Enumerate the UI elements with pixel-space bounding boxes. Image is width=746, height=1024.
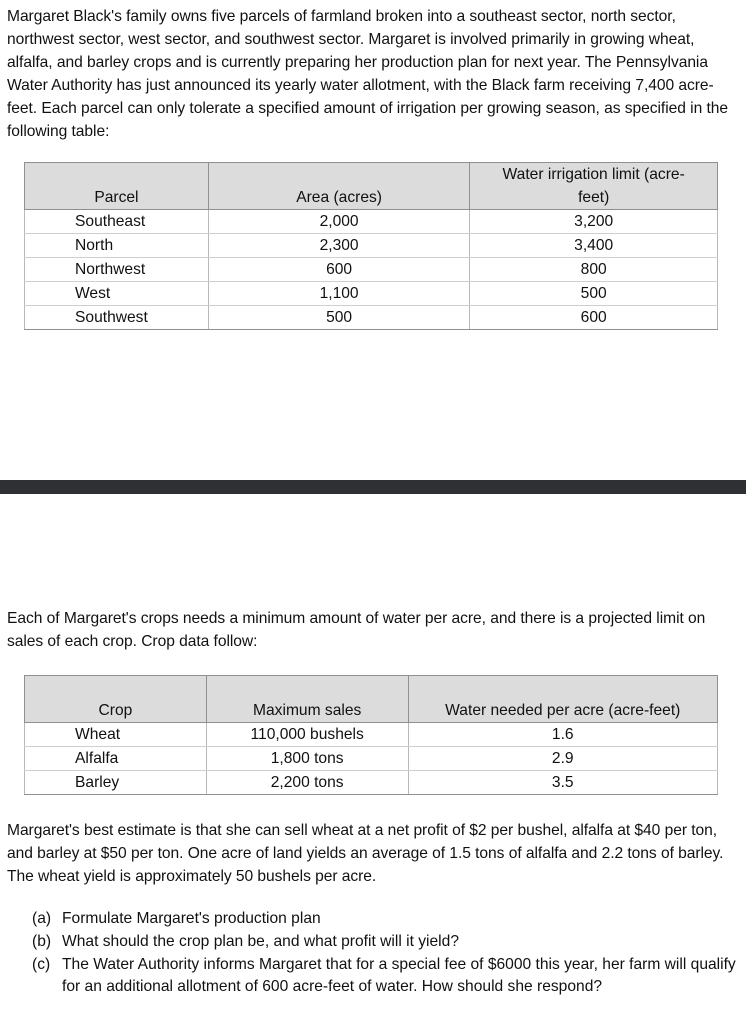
parcel-name: North bbox=[25, 234, 209, 258]
question-item bbox=[32, 954, 738, 998]
page-divider bbox=[0, 480, 746, 494]
table-row bbox=[25, 258, 718, 282]
table-row bbox=[25, 234, 718, 258]
question-item bbox=[32, 908, 738, 930]
question-text: Formulate Margaret's production plan bbox=[62, 910, 321, 927]
crop-header-crop: Crop bbox=[25, 676, 207, 723]
question-text: What should the crop plan be, and what profit will it yield? bbox=[62, 933, 459, 950]
parcel-table bbox=[24, 162, 718, 330]
crop-table-header-row bbox=[25, 676, 718, 723]
parcel-area: 2,300 bbox=[208, 234, 469, 258]
question-label: (c) bbox=[32, 956, 51, 973]
parcel-name: West bbox=[25, 282, 209, 306]
question-label: (b) bbox=[32, 933, 52, 950]
question-list bbox=[32, 908, 738, 999]
crop-water-needed: 2.9 bbox=[408, 747, 717, 771]
question-label: (a) bbox=[32, 910, 52, 927]
parcel-area: 1,100 bbox=[208, 282, 469, 306]
crop-water-needed: 3.5 bbox=[408, 771, 717, 795]
question-text: The Water Authority informs Margaret that for a special fee of $6000 this year, her farm will qualify for an additional allotment of 600 acre-feet of water. How should she respond? bbox=[62, 956, 736, 995]
crop-max-sales: 110,000 bushels bbox=[206, 723, 408, 747]
table-row bbox=[25, 747, 718, 771]
parcel-name: Northwest bbox=[25, 258, 209, 282]
crop-name: Wheat bbox=[25, 723, 207, 747]
crop-max-sales: 1,800 tons bbox=[206, 747, 408, 771]
parcel-area: 500 bbox=[208, 306, 469, 330]
parcel-area: 2,000 bbox=[208, 210, 469, 234]
crop-name: Barley bbox=[25, 771, 207, 795]
parcel-water-limit: 3,400 bbox=[470, 234, 718, 258]
profit-paragraph: Margaret's best estimate is that she can sell wheat at a net profit of $2 per bushel, alfalfa at $40 per ton, and barley at $50 per ton. One acre of land yields an average of 1.5 tons of alfalfa and 2.2 tons of barley. The wheat yield is approximately 50 bushels per acre. bbox=[7, 822, 724, 885]
crop-table bbox=[24, 675, 718, 795]
crop-header-water-needed: Water needed per acre (acre-feet) bbox=[408, 676, 717, 723]
table-row bbox=[25, 771, 718, 795]
crop-max-sales: 2,200 tons bbox=[206, 771, 408, 795]
parcel-water-limit: 500 bbox=[470, 282, 718, 306]
crop-name: Alfalfa bbox=[25, 747, 207, 771]
table-row bbox=[25, 306, 718, 330]
table-row bbox=[25, 723, 718, 747]
crop-header-max-sales: Maximum sales bbox=[206, 676, 408, 723]
intro-paragraph: Margaret Black's family owns five parcels of farmland broken into a southeast sector, north sector, northwest sector, west sector, and southwest sector. Margaret is involved primarily in growing wheat, alfalfa, and barley crops and is currently preparing her production plan for next year. The Pennsylvania Water Authority has just announced its yearly water allotment, with the Black farm receiving 7,400 acre-feet. Each parcel can only tolerate a specified amount of irrigation per growing season, as specified in the following table: bbox=[7, 8, 728, 140]
parcel-header-water-limit: Water irrigation limit (acre-feet) bbox=[470, 163, 718, 210]
parcel-name: Southwest bbox=[25, 306, 209, 330]
crop-water-needed: 1.6 bbox=[408, 723, 717, 747]
parcel-water-limit: 600 bbox=[470, 306, 718, 330]
table-row bbox=[25, 210, 718, 234]
parcel-area: 600 bbox=[208, 258, 469, 282]
parcel-water-limit: 3,200 bbox=[470, 210, 718, 234]
parcel-table-header-row bbox=[25, 163, 718, 210]
parcel-water-limit: 800 bbox=[470, 258, 718, 282]
parcel-header-area: Area (acres) bbox=[208, 163, 469, 210]
table-row bbox=[25, 282, 718, 306]
crop-intro-paragraph: Each of Margaret's crops needs a minimum amount of water per acre, and there is a projected limit on sales of each crop. Crop data follow: bbox=[7, 610, 706, 650]
question-item bbox=[32, 931, 738, 953]
parcel-name: Southeast bbox=[25, 210, 209, 234]
parcel-header-parcel: Parcel bbox=[25, 163, 209, 210]
